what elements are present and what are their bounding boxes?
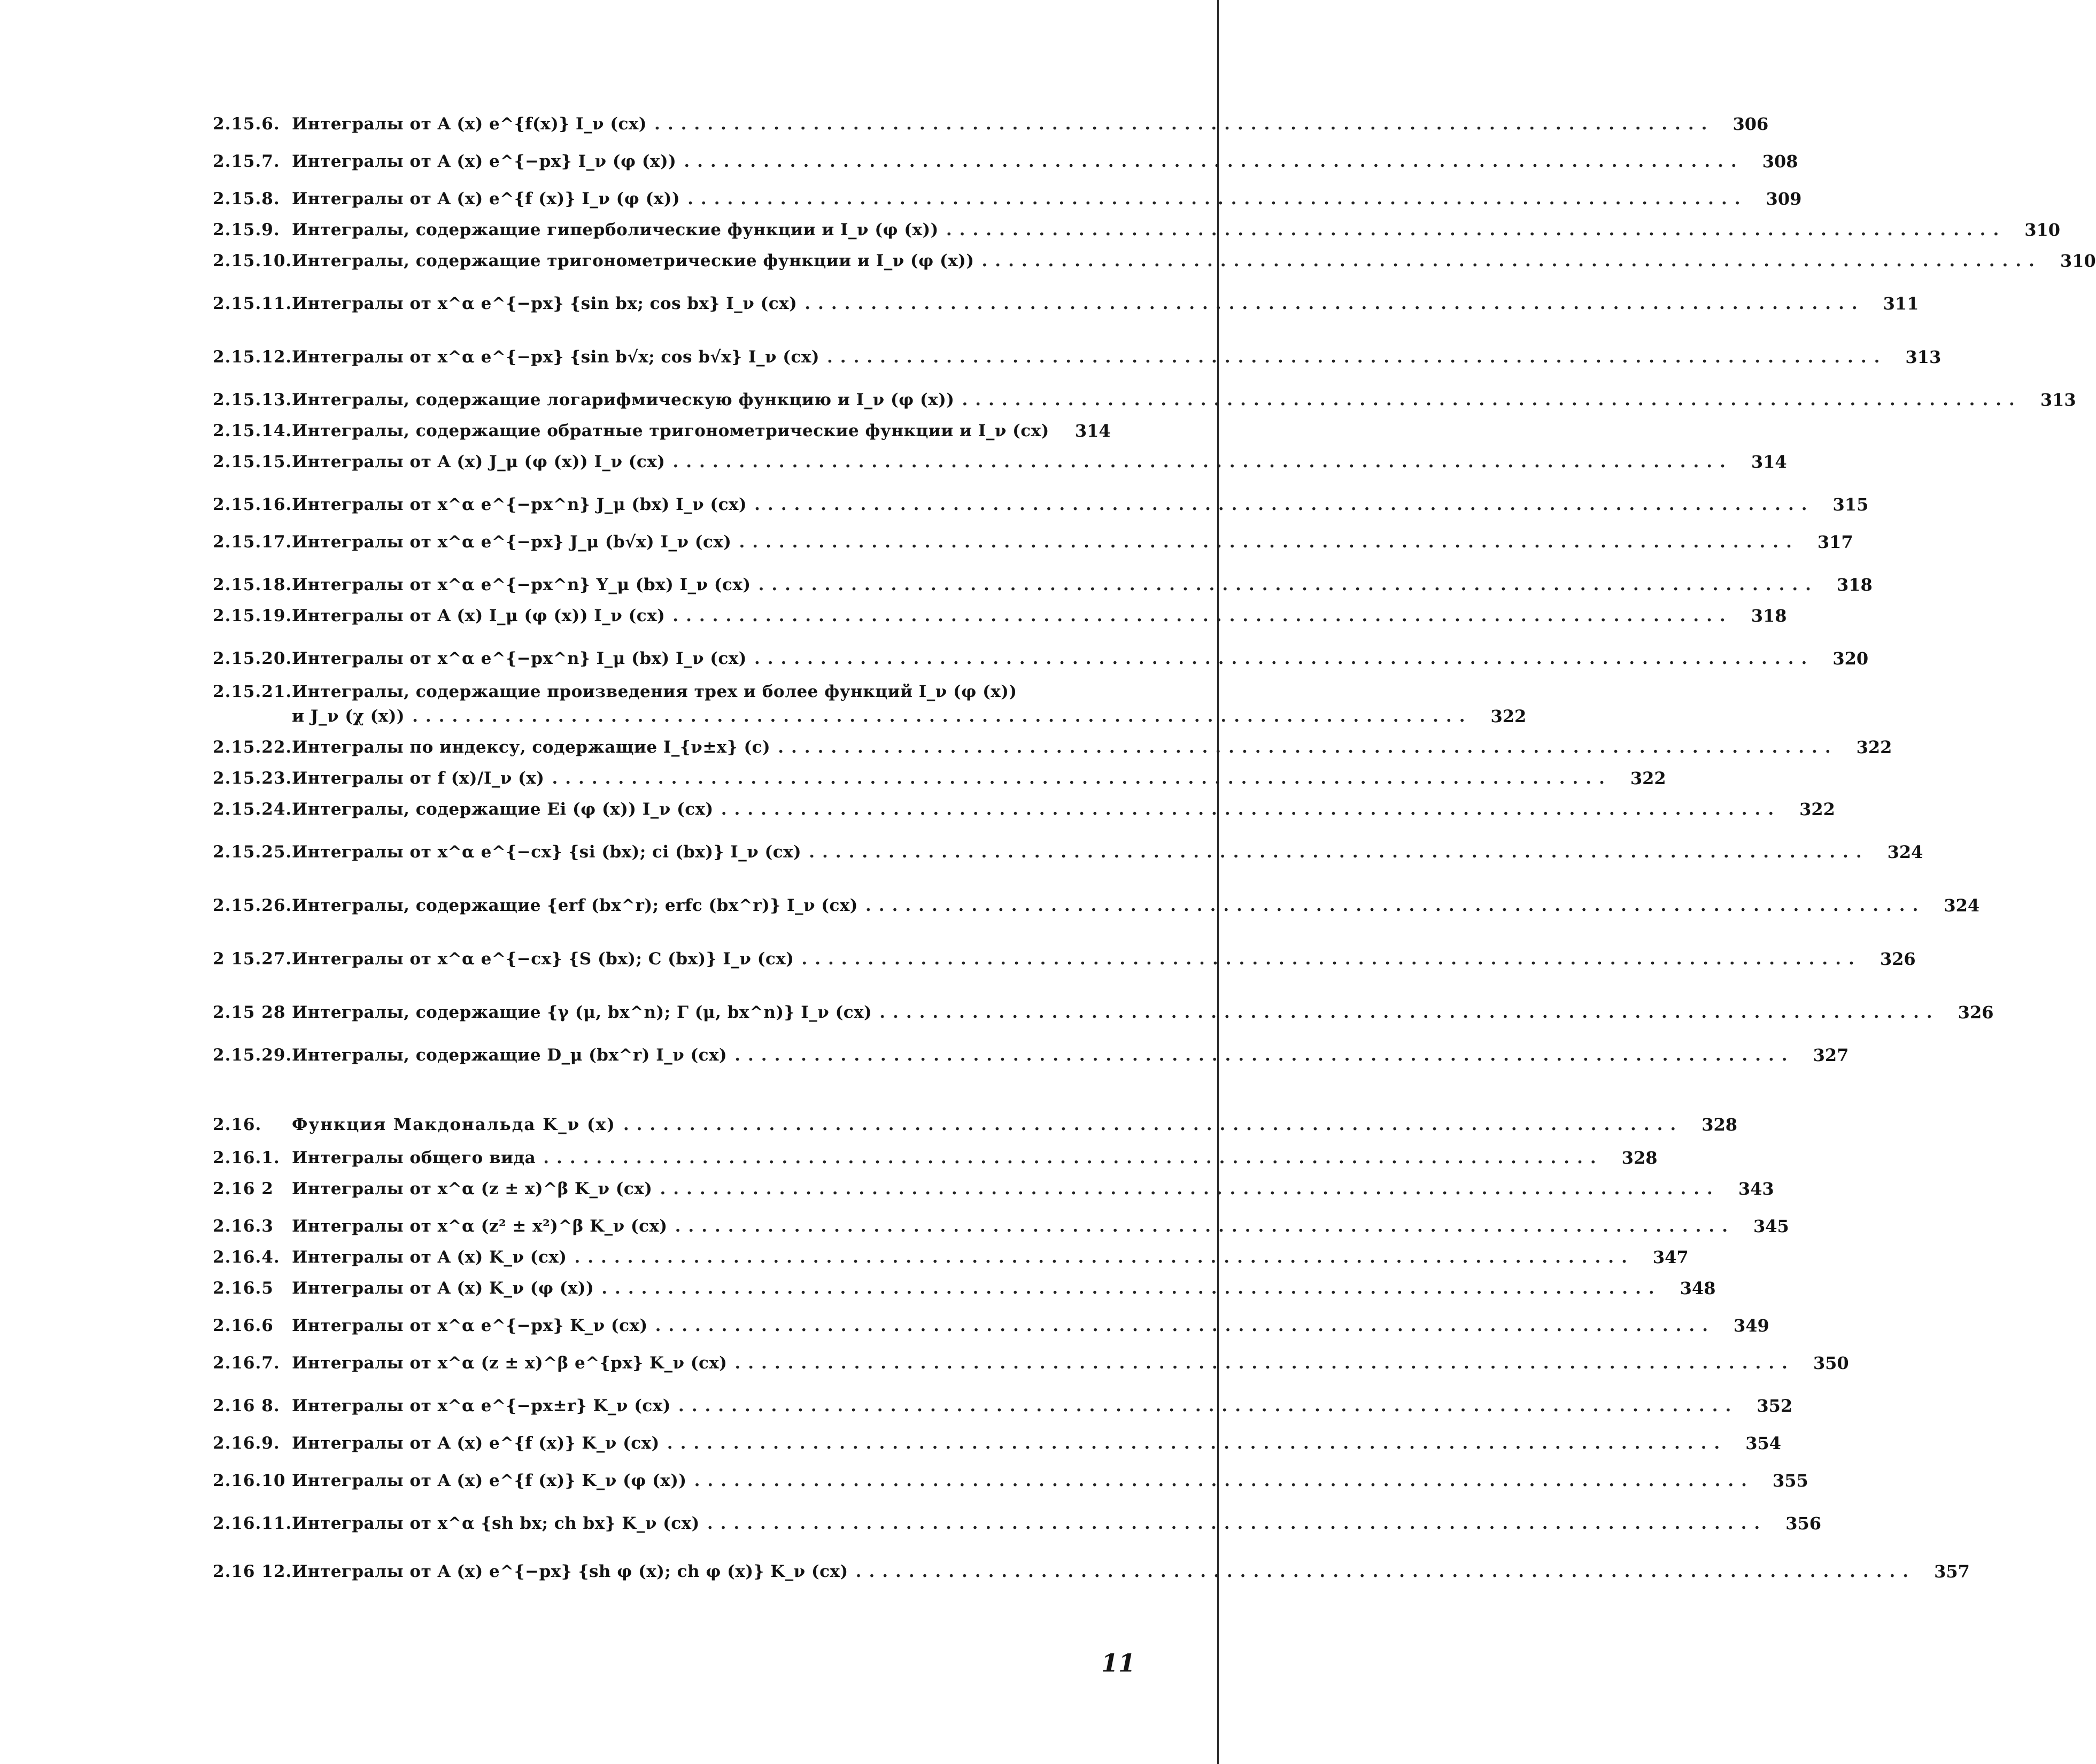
leader-dots: ................................................................................ — [809, 842, 1869, 862]
toc-entry-number: 2.15.8. — [213, 189, 280, 208]
toc-entry-title: Интегралы от f (x)/I_ν (x) — [292, 769, 545, 788]
toc-entry-page: 311 — [1883, 293, 1919, 314]
toc-entry-title: Интегралы, содержащие гиперболические функции и I_ν (φ (x)) — [292, 220, 939, 239]
toc-entry-number: 2.15.15. — [213, 452, 292, 471]
toc-entry — [213, 1002, 1994, 1023]
leader-dots: ................................................................................ — [543, 1148, 1604, 1167]
toc-entry — [213, 293, 1919, 314]
toc-entry-number: 2.15.9. — [213, 220, 280, 239]
page-number: 11 — [1101, 1649, 1136, 1677]
toc-entry-page: 309 — [1766, 189, 1802, 209]
toc-entry-number: 2.15 28 — [213, 1003, 286, 1022]
toc-entry — [213, 219, 2061, 241]
toc-entry — [213, 1315, 1769, 1336]
toc-entry — [213, 346, 1942, 368]
toc-entry — [213, 494, 1869, 515]
toc-entry-number: 2.15.18. — [213, 575, 292, 594]
toc-entry — [213, 841, 1923, 863]
toc-entry — [213, 681, 1057, 702]
toc-entry-title: Интегралы от A (x) e^{−px} {sh φ (x); ch φ (x)} K_ν (cx) — [292, 1562, 848, 1581]
leader-dots: ................................................................................ — [660, 1179, 1720, 1198]
toc-entry-number: 2.16.10 — [213, 1471, 286, 1490]
toc-entry — [213, 948, 1916, 970]
leader-dots: ................................................................................ — [734, 1353, 1795, 1373]
toc-entry — [213, 420, 1111, 442]
toc-entry-number: 2.16. — [213, 1115, 262, 1134]
toc-entry-number: 2 15.27. — [213, 949, 292, 969]
leader-dots: ................................................................................ — [962, 390, 2022, 409]
toc-entry-number: 2.16.1. — [213, 1148, 280, 1167]
leader-dots: ................................................................................ — [694, 1471, 1754, 1490]
toc-entry-title: Интегралы, содержащие тригонометрические функции и I_ν (φ (x)) — [292, 251, 974, 270]
toc-entry-page: 350 — [1813, 1353, 1849, 1373]
toc-entry-title: и J_ν (χ (x)) — [292, 707, 405, 726]
leader-dots: ................................................................................ — [754, 649, 1815, 668]
toc-entry — [213, 1216, 1789, 1237]
toc-entry — [213, 113, 1769, 135]
toc-entry-number: 2.16 8. — [213, 1396, 280, 1415]
toc-entry-number: 2.15.10. — [213, 251, 292, 270]
leader-dots: ................................................................................ — [601, 1279, 1662, 1298]
leader-dots: ................................................................................ — [946, 220, 2007, 239]
toc-entry-title: Интегралы от x^α e^{−px^n} I_μ (bx) I_ν (cx) — [292, 649, 747, 668]
toc-entry-page: 308 — [1762, 151, 1798, 172]
leader-dots: ................................................................................ — [855, 1562, 1916, 1581]
toc-entry-number: 2.15.19. — [213, 606, 292, 625]
toc-entry-page: 343 — [1738, 1179, 1774, 1199]
leader-dots: ................................................................................ — [623, 1115, 1684, 1134]
toc-entry-page: 324 — [1887, 842, 1923, 862]
leader-dots: ................................................................................ — [672, 452, 1733, 471]
toc-entry-number: 2.15.16. — [213, 495, 292, 514]
toc-entry-title: Интегралы, содержащие D_μ (bx^r) I_ν (cx) — [292, 1046, 728, 1065]
toc-entry-page: 347 — [1652, 1247, 1689, 1267]
toc-entry-number: 2.15.6. — [213, 114, 280, 134]
leader-dots: ................................................................................ — [684, 152, 1744, 171]
toc-entry-page: 310 — [2024, 220, 2061, 240]
leader-dots: ................................................................................ — [879, 1003, 1940, 1022]
toc-entry-number: 2.15.23. — [213, 769, 292, 788]
toc-entry — [213, 574, 1873, 595]
leader-dots: ................................................................................ — [758, 575, 1819, 594]
toc-entry — [213, 1247, 1689, 1268]
toc-entry-number: 2.16.7. — [213, 1353, 280, 1373]
toc-entry-title: Интегралы от A (x) K_ν (cx) — [292, 1248, 567, 1267]
toc-entry-title: Интегралы от x^α e^{−px^n} J_μ (bx) I_ν (cx) — [292, 495, 747, 514]
toc-entry-title: Интегралы общего вида — [292, 1148, 536, 1167]
toc-entry — [213, 1352, 1849, 1374]
toc-entry-number: 2.16.11. — [213, 1514, 292, 1533]
leader-dots: ................................................................................ — [801, 949, 1862, 969]
toc-entry-page: 310 — [2060, 251, 2096, 271]
toc-entry — [213, 1433, 1781, 1454]
toc-entry — [213, 1395, 1793, 1417]
toc-entry — [213, 737, 1892, 758]
toc-entry — [213, 768, 1666, 789]
toc-entry-title: Интегралы от x^α e^{−cx} {si (bx); ci (bx)} I_ν (cx) — [292, 842, 802, 862]
toc-entry-number: 2.15.7. — [213, 152, 280, 171]
toc-entry-number: 2.16 12. — [213, 1562, 292, 1581]
toc-entry — [213, 648, 1869, 669]
toc-entry — [213, 250, 2096, 272]
toc-entry-page: 349 — [1734, 1316, 1769, 1336]
toc-entry-page: 314 — [1751, 452, 1787, 472]
toc-entry-number: 2.16.6 — [213, 1316, 274, 1335]
toc-entry-number: 2.15.29. — [213, 1046, 292, 1065]
toc-entry-title: Интегралы от x^α (z² ± x²)^β K_ν (cx) — [292, 1217, 668, 1236]
toc-entry — [213, 1114, 1738, 1135]
toc-entry-page: 326 — [1958, 1002, 1994, 1023]
toc-entry-number: 2.15.12. — [213, 347, 292, 367]
toc-entry-title: Интегралы, содержащие обратные тригонометрические функции и I_ν (cx) — [292, 421, 1049, 440]
leader-dots: ................................................................................ — [678, 1396, 1739, 1415]
leader-dots: ................................................................................ — [655, 1316, 1716, 1335]
toc-entry-page: 313 — [2040, 390, 2076, 410]
toc-entry-title: Интегралы от A (x) I_μ (φ (x)) I_ν (cx) — [292, 606, 666, 625]
toc-entry-number: 2.16.4. — [213, 1248, 280, 1267]
toc-entry-page: 328 — [1701, 1115, 1738, 1135]
toc-entry-page: 326 — [1880, 949, 1916, 969]
toc-entry-title: Интегралы от x^α e^{−px} {sin b√x; cos b√x} I_ν (cx) — [292, 347, 819, 367]
toc-entry — [213, 1470, 1808, 1491]
toc-entry-page: 356 — [1785, 1513, 1822, 1534]
toc-entry-title: Интегралы от A (x) e^{f (x)} K_ν (φ (x)) — [292, 1471, 687, 1490]
toc-entry-title: Интегралы от x^α e^{−px} {sin bx; cos bx} I_ν (cx) — [292, 294, 798, 313]
toc-entry-title: Интегралы от A (x) e^{f(x)} I_ν (cx) — [292, 114, 647, 134]
toc-entry — [213, 895, 1980, 916]
toc-entry-page: 357 — [1934, 1561, 1970, 1582]
toc-entry-title: Интегралы, содержащие логарифмическую функцию и I_ν (φ (x)) — [292, 390, 955, 409]
leader-dots: ................................................................................ — [675, 1217, 1736, 1236]
toc-entry-page: 324 — [1944, 895, 1980, 916]
toc-entry-title: Интегралы по индексу, содержащие I_{ν±x} (c) — [292, 738, 771, 757]
toc-entry-title: Интегралы от x^α e^{−cx} {S (bx); C (bx)} I_ν (cx) — [292, 949, 794, 969]
toc-entry-number: 2.15.14. — [213, 421, 292, 440]
toc-entry-number: 2.15.24. — [213, 800, 292, 819]
toc-entry — [213, 451, 1787, 473]
toc-entry-page: 345 — [1753, 1216, 1789, 1236]
toc-entry-number: 2.15.11. — [213, 294, 292, 313]
toc-entry — [213, 1178, 1774, 1200]
leader-dots: ................................................................................ — [805, 294, 1865, 313]
toc-entry — [213, 706, 1527, 727]
toc-entry-title: Интегралы, содержащие {γ (μ, bx^n); Γ (μ, bx^n)} I_ν (cx) — [292, 1003, 872, 1022]
toc-entry-page: 318 — [1751, 606, 1787, 626]
toc-entry-title: Интегралы от x^α {sh bx; ch bx} K_ν (cx) — [292, 1514, 700, 1533]
leader-dots: ................................................................................ — [667, 1434, 1728, 1453]
toc-entry-page: 322 — [1490, 706, 1527, 726]
toc-entry-title: Интегралы от x^α e^{−px^n} Y_μ (bx) I_ν (cx) — [292, 575, 751, 594]
leader-dots: ................................................................................ — [734, 1046, 1795, 1065]
toc-entry-page: 354 — [1745, 1433, 1781, 1453]
leader-dots: ................................................................................ — [654, 114, 1715, 134]
leader-dots: ................................................................................ — [739, 532, 1799, 552]
leader-dots: ................................................................................ — [687, 189, 1748, 208]
toc-entry-page: 322 — [1799, 799, 1835, 819]
table-of-contents — [213, 113, 2096, 1582]
toc-entry-title: Интегралы, содержащие Ei (φ (x)) I_ν (cx) — [292, 800, 714, 819]
toc-entry-title: Интегралы от x^α (z ± x)^β K_ν (cx) — [292, 1179, 653, 1198]
toc-entry — [213, 188, 1802, 210]
toc-entry — [213, 389, 2076, 411]
toc-entry-title: Интегралы от A (x) e^{f (x)} K_ν (cx) — [292, 1434, 660, 1453]
toc-entry-number: 2.15.26. — [213, 896, 292, 915]
toc-entry-page: 352 — [1757, 1396, 1793, 1416]
toc-entry-page: 314 — [1074, 421, 1111, 441]
toc-entry-page: 327 — [1813, 1045, 1849, 1065]
toc-entry-number: 2.16 2 — [213, 1179, 274, 1198]
toc-entry-title: Интегралы от A (x) e^{f (x)} I_ν (φ (x)) — [292, 189, 680, 208]
toc-entry-page: 318 — [1836, 575, 1873, 595]
leader-dots: ................................................................................ — [672, 606, 1733, 625]
toc-entry-number: 2.16.5 — [213, 1279, 274, 1298]
toc-entry-title: Интегралы от x^α (z ± x)^β e^{px} K_ν (cx) — [292, 1353, 728, 1373]
toc-entry-title: Интегралы от A (x) J_μ (φ (x)) I_ν (cx) — [292, 452, 666, 471]
toc-entry-number: 2.15.21. — [213, 682, 292, 701]
toc-entry-number: 2.15.20. — [213, 649, 292, 668]
leader-dots: ................................................................................ — [981, 251, 2042, 270]
leader-dots: ................................................................................ — [412, 707, 1473, 726]
toc-entry-page: 313 — [1905, 347, 1942, 367]
toc-entry — [213, 799, 1835, 820]
toc-entry-title: Интегралы, содержащие произведения трех и более функций I_ν (φ (x)) — [292, 682, 1017, 701]
toc-entry — [213, 1278, 1716, 1299]
toc-entry-page: 306 — [1733, 114, 1769, 134]
toc-entry-number: 2.15.13. — [213, 390, 292, 409]
leader-dots: ................................................................................ — [574, 1248, 1635, 1267]
toc-entry — [213, 1513, 1822, 1534]
leader-dots: ................................................................................ — [865, 896, 1926, 915]
toc-entry-page: 322 — [1856, 737, 1892, 757]
toc-entry-page: 355 — [1772, 1471, 1808, 1491]
toc-entry-number: 2.15.25. — [213, 842, 292, 862]
toc-entry-title: Интегралы от A (x) K_ν (φ (x)) — [292, 1279, 594, 1298]
toc-entry-number: 2.15.22. — [213, 738, 292, 757]
leader-dots: ................................................................................ — [778, 738, 1838, 757]
leader-dots: ................................................................................ — [754, 495, 1815, 514]
toc-entry-title: Интегралы от x^α e^{−px±r} K_ν (cx) — [292, 1396, 671, 1415]
toc-entry-page: 322 — [1630, 768, 1666, 788]
leader-dots: ................................................................................ — [827, 347, 1888, 367]
toc-entry — [213, 605, 1787, 626]
toc-entry-number: 2.16.9. — [213, 1434, 280, 1453]
toc-entry-title: Интегралы, содержащие {erf (bx^r); erfc (bx^r)} I_ν (cx) — [292, 896, 858, 915]
toc-entry — [213, 1561, 1970, 1582]
toc-entry-title: Интегралы от x^α e^{−px} J_μ (b√x) I_ν (cx) — [292, 532, 732, 552]
toc-entry-page: 320 — [1832, 648, 1869, 669]
toc-entry-number: 2.16.3 — [213, 1217, 274, 1236]
toc-entry-page: 328 — [1621, 1148, 1658, 1168]
toc-entry-title: Интегралы от x^α e^{−px} K_ν (cx) — [292, 1316, 648, 1335]
leader-dots: ................................................................................ — [721, 800, 1782, 819]
toc-entry — [213, 1147, 1658, 1169]
toc-entry-page: 317 — [1817, 532, 1853, 552]
toc-entry-page: 348 — [1680, 1278, 1716, 1298]
toc-entry — [213, 531, 1853, 553]
leader-dots: ................................................................................ — [552, 769, 1612, 788]
toc-entry-title: Функция Макдональда K_ν (x) — [292, 1115, 616, 1134]
toc-entry-number: 2.15.17. — [213, 532, 292, 552]
toc-entry-title: Интегралы от A (x) e^{−px} I_ν (φ (x)) — [292, 152, 677, 171]
toc-entry — [213, 1045, 1849, 1066]
toc-entry — [213, 151, 1798, 172]
toc-entry-page: 315 — [1832, 494, 1869, 515]
leader-dots: ................................................................................ — [707, 1514, 1768, 1533]
